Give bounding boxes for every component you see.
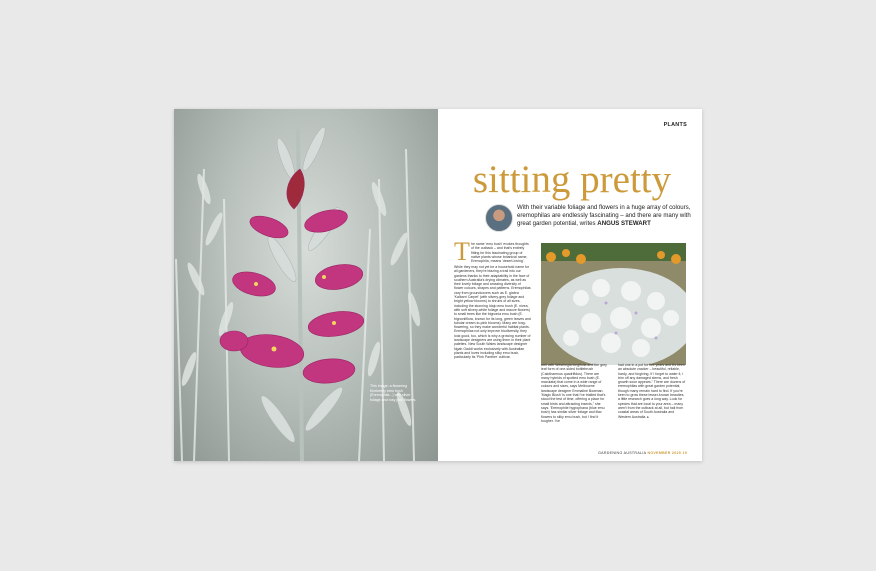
left-page-photo xyxy=(174,109,438,461)
article-title: sitting pretty xyxy=(472,158,672,201)
eremophila-flower-photo xyxy=(174,109,438,461)
page-folio xyxy=(598,451,687,455)
author-name: ANGUS STEWART xyxy=(597,220,651,228)
body-column-3: had one in a pot for five years and it's been an absolute cracker – beautiful, reliable, hardy, and forgiving. If I forget to water it, I trim off any damaged stems, and fresh growth soon appears." There are dozens of eremophilas with great garden potential, though many remain hard to find. If you're keen to grow these lesser-known beauties, a little research goes a long way. Look for species that are local to your area – many aren't from the outback at all, but hail from coastal areas of South Australia and Western Australia. ▸ xyxy=(618,363,686,419)
drop-cap: T xyxy=(454,237,470,266)
folio-magazine: GARDENING AUSTRALIA xyxy=(598,451,647,455)
standfirst xyxy=(517,204,692,229)
body-column-1: While they may not yet be a household name for all gardeners, they're blazing a trail into our gardens thanks to their adaptability in the face of southern Australia's drying climates, as well as their lovely foliage and amazing diversity of flower colours, shapes and patterns. Eremophilas vary from groundcovers such as E. glabra 'Kalbarri Carpet' (with silvery-grey foliage and bright yellow blooms) to shrubs of all sizes, including the stunning Idaju emu bush (E. nivea, with soft silvery-white foliage and mauve flowers) to small trees like the bignonia emu bush (E. bignoniiflora, known for its long, green leaves and tubular cream-to-pink blooms). Many are long-flowering, so they make wonderful habitat plants. Eremophilas not only improve biodiversity, they look good, too, which is why a growing number of landscape designers are using them in their plant palettes. New South Wales landscape designer Ngah Gaddi works exclusively with Australian plants and loves including silky emu bush, particularly its 'Pink Panther' cultivar. xyxy=(454,265,531,360)
body-column-2: well with Westringia longifolia and the grey leaf form of one-sided bottlebrush (Calothamnus quadrifidus). There are many hybrids of spotted emu bush (E. maculata) that come in a wide range of colours and sizes, says Melbourne landscape designer Emmaline Bowman. 'Magic Blush' is one that I've trialled that's stood the test of time, offering a place for small birds and attracting insects," she says. 'Eremophile hygrophana (blue emu bush) has similar silver foliage and lilac flowers to silky emu bush, but I find it tougher. I've xyxy=(541,363,607,423)
folio-issue: NOVEMBER 2025 19 xyxy=(647,451,687,455)
body-column-1-intro: he name 'emu bush' evokes thoughts of the outback – and that's entirely fitting for this fascinating group of native plants whose botanical name, Eremophila, means 'desert-loving'. xyxy=(471,242,529,264)
standfirst-text: With their variable foliage and flowers in a huge array of colours, eremophilas are endlessly fascinating – and there are many with great garden potential, writes xyxy=(517,204,691,228)
author-avatar xyxy=(485,204,513,232)
magazine-spread xyxy=(174,109,702,461)
emu-bush-inset-photo xyxy=(541,243,686,365)
right-page xyxy=(438,109,702,461)
section-tag: PLANTS xyxy=(663,122,687,128)
photo-caption: This image: a flowering Kimberley emu bush (Eremophila...) with silver foliage and rosy pink flowers. xyxy=(370,384,417,402)
